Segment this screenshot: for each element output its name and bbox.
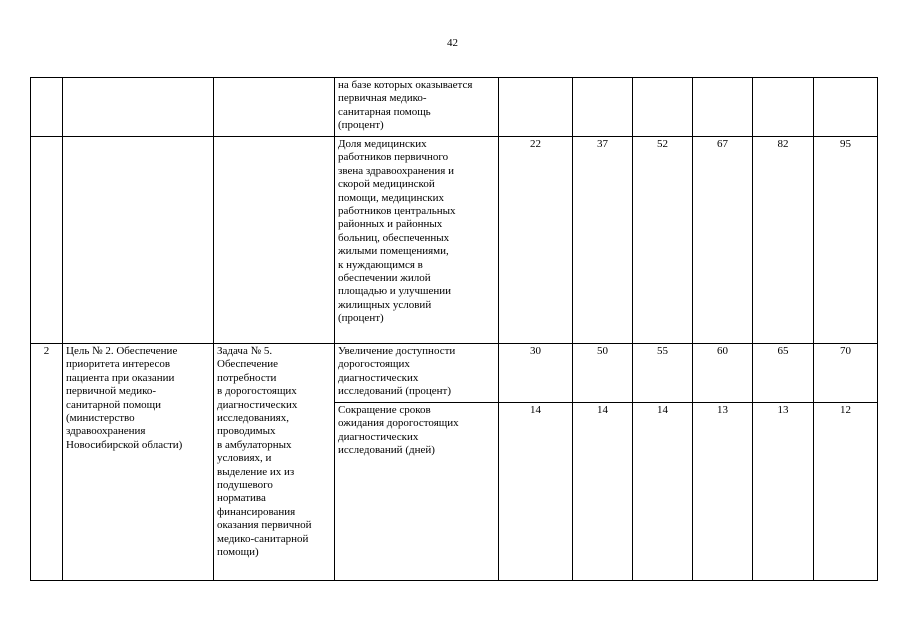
table-row (31, 137, 878, 344)
value-cell (814, 78, 878, 137)
value-cell: 30 (499, 344, 573, 403)
value-cell: 55 (633, 344, 693, 403)
value-cell (633, 78, 693, 137)
value-cell: 82 (753, 137, 814, 344)
value-cell: 14 (499, 403, 573, 581)
page-number: 42 (447, 37, 458, 49)
task-cell: Задача № 5. Обеспечение потребности в дорогостоящих диагностических исследованиях, проводимых в амбулаторных условиях, и выделение их из подушевого норматива финансирования оказания первичной медико-санитарной помощи) (214, 344, 335, 581)
value-cell: 13 (753, 403, 814, 581)
value-cell: 22 (499, 137, 573, 344)
row-number-cell: 2 (31, 344, 63, 581)
goal-cell (63, 78, 214, 137)
table-row (31, 78, 878, 137)
value-cell: 52 (633, 137, 693, 344)
value-cell: 12 (814, 403, 878, 581)
value-cell: 37 (573, 137, 633, 344)
indicator-cell: на базе которых оказывается первичная медико- санитарная помощь (процент) (335, 78, 499, 137)
task-cell (214, 78, 335, 137)
value-cell: 67 (693, 137, 753, 344)
row-number-cell (31, 137, 63, 344)
goal-cell (63, 137, 214, 344)
value-cell: 50 (573, 344, 633, 403)
value-cell: 13 (693, 403, 753, 581)
table-row (31, 344, 878, 403)
value-cell: 70 (814, 344, 878, 403)
indicator-cell: Увеличение доступности дорогостоящих диагностических исследований (процент) (335, 344, 499, 403)
value-cell (693, 78, 753, 137)
indicator-cell: Сокращение сроков ожидания дорогостоящих диагностических исследований (дней) (335, 403, 499, 581)
row-number-cell (31, 78, 63, 137)
value-cell: 14 (633, 403, 693, 581)
data-table (30, 77, 878, 581)
value-cell (573, 78, 633, 137)
value-cell: 95 (814, 137, 878, 344)
value-cell: 14 (573, 403, 633, 581)
task-cell (214, 137, 335, 344)
indicator-cell: Доля медицинских работников первичного звена здравоохранения и скорой медицинской помощи, медицинских работников центральных районных и районных больниц, обеспеченных жилыми помещениями, к нуждающимся в обеспечении жилой площадью и улучшении жилищных условий (процент) (335, 137, 499, 344)
goal-cell: Цель № 2. Обеспечение приоритета интересов пациента при оказании первичной медико- санитарной помощи (министерство здравоохранения Новосибирской области) (63, 344, 214, 581)
value-cell (499, 78, 573, 137)
value-cell (753, 78, 814, 137)
value-cell: 65 (753, 344, 814, 403)
value-cell: 60 (693, 344, 753, 403)
